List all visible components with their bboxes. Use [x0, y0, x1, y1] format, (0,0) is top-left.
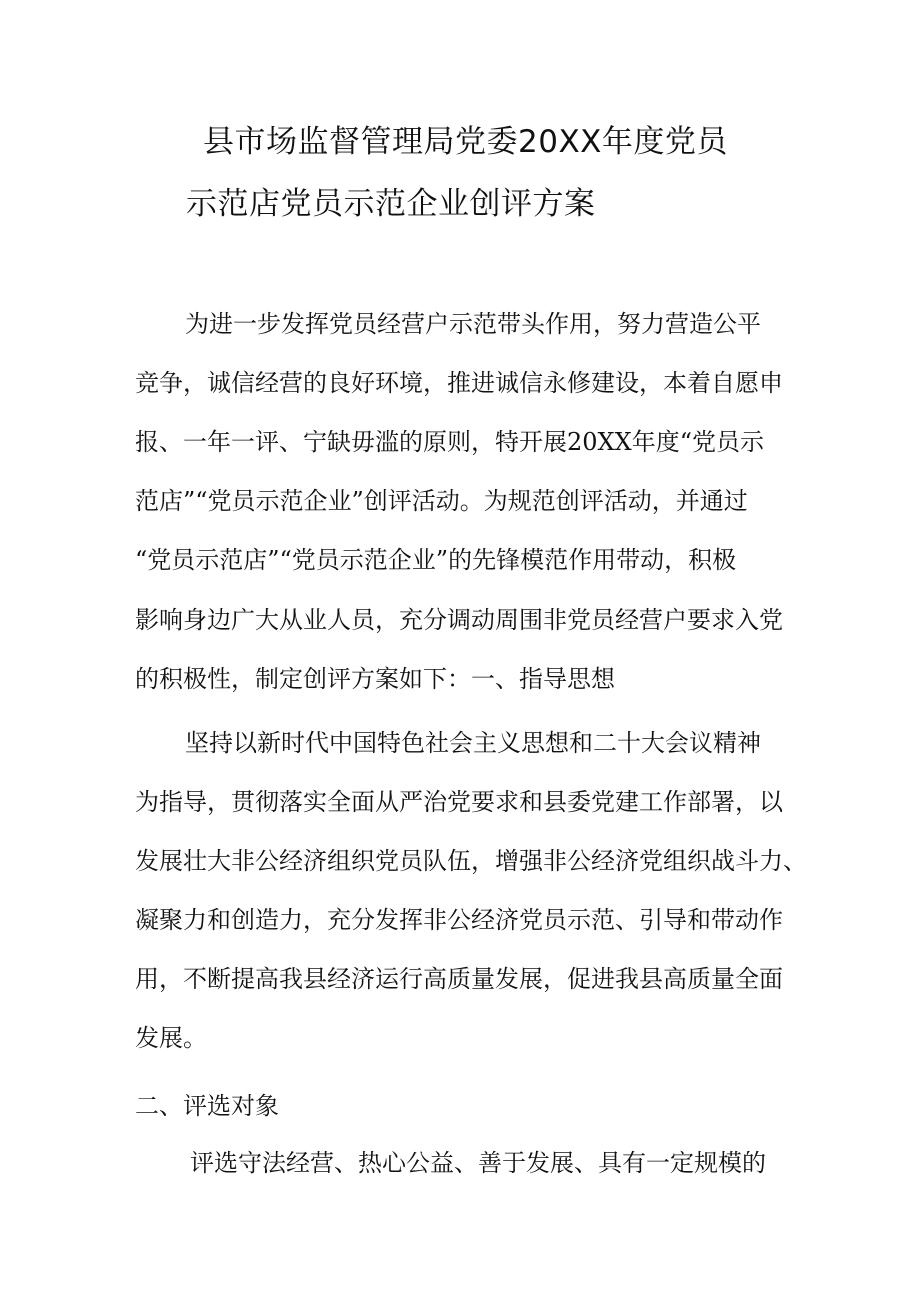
section-heading: 二、评选对象	[135, 1092, 279, 1120]
body-line: 评选守法经营、热心公益、善于发展、具有一定规模的	[190, 1149, 766, 1177]
body-line: 坚持以新时代中国特色社会主义思想和二十大会议精神	[185, 729, 761, 757]
body-line: 影响身边广大从业人员，充分调动周围非党员经营户要求入党	[135, 606, 783, 634]
body-line: 报、一年一评、宁缺毋滥的原则，特开展20XX年度“党员示	[135, 428, 764, 456]
body-line: 的积极性，制定创评方案如下：一、指导思想	[135, 665, 615, 693]
body-line: 发展。	[135, 1024, 207, 1052]
body-line: 竞争，诚信经营的良好环境，推进诚信永修建设，本着自愿申	[135, 369, 783, 397]
body-line: 凝聚力和创造力，充分发挥非公经济党员示范、引导和带动作	[135, 906, 783, 934]
body-line: 为指导，贯彻落实全面从严治党要求和县委党建工作部署，以	[135, 788, 783, 816]
body-line: 为进一步发挥党员经营户示范带头作用，努力营造公平	[185, 310, 761, 338]
body-line: 范店”“党员示范企业”创评活动。为规范创评活动，并通过	[135, 487, 748, 515]
body-line: “党员示范店”“党员示范企业”的先锋模范作用带动，积极	[135, 546, 737, 574]
document-title-line-2: 示范店党员示范企业创评方案	[186, 186, 596, 222]
body-line: 发展壮大非公经济组织党员队伍，增强非公经济党组织战斗力、	[135, 847, 807, 875]
body-line: 用，不断提高我县经济运行高质量发展，促进我县高质量全面	[135, 965, 783, 993]
document-title-line-1: 县市场监督管理局党委20XX年度党员	[203, 124, 728, 160]
